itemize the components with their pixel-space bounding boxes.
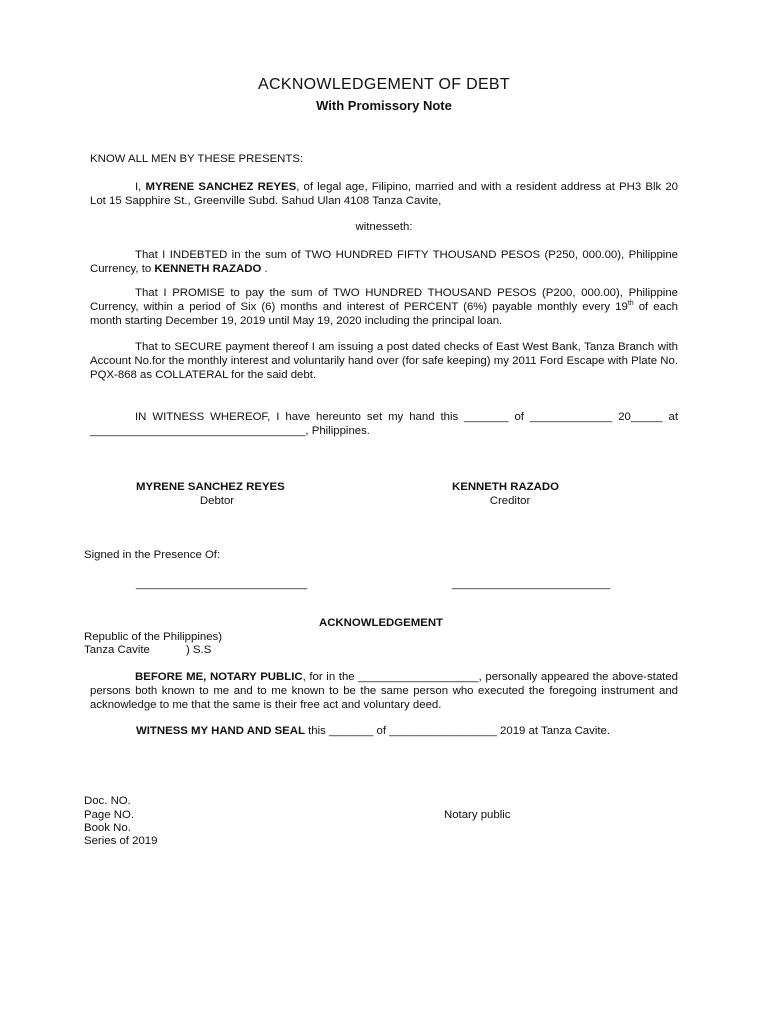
creditor-name: KENNETH RAZADO bbox=[452, 481, 559, 493]
ss-label: ) S.S bbox=[186, 644, 212, 656]
document-subtitle: With Promissory Note bbox=[316, 98, 452, 113]
intro-text: KNOW ALL MEN BY THESE PRESENTS: bbox=[90, 153, 304, 165]
debtor-name: MYRENE SANCHEZ REYES bbox=[136, 481, 285, 493]
paragraph-declarant: I, MYRENE SANCHEZ REYES, of legal age, Filipino, married and with a resident address at PH3 Blk 20 Lot 15 Sapphire St., Greenville Subd. Sahud Ulan 4108 Tanza Cavite, bbox=[90, 181, 678, 207]
witnesseth-text: witnesseth: bbox=[355, 221, 413, 233]
paragraph-security: That to SECURE payment thereof I am issuing a post dated checks of East West Bank, Tanza Branch with Account No.for the monthly interest and voluntarily hand over (for safe keeping) my 2011 Ford Escape with Plate No. PQX-868 as COLLATERAL for the said debt. bbox=[90, 341, 678, 381]
paragraph-notary: BEFORE ME, NOTARY PUBLIC, for in the ___________________, personally appeared the above-stated persons both known to me and to me known to be the same person who executed the foregoing instrument and acknowledge to me that the same is their free act and voluntary deed. bbox=[90, 671, 678, 711]
doc-no-label: Doc. NO. bbox=[84, 795, 131, 807]
series-label: Series of 2019 bbox=[84, 835, 158, 847]
creditor-role: Creditor bbox=[489, 495, 531, 507]
debtor-role: Debtor bbox=[199, 495, 235, 507]
witness-clause-line1: IN WITNESS WHEREOF, I have hereunto set my hand this _______ of _____________ 20_____ at bbox=[135, 411, 678, 423]
declarant-name: MYRENE SANCHEZ REYES bbox=[145, 181, 297, 193]
republic-label: Republic of the Philippines) bbox=[84, 631, 223, 643]
witness-signature-line-left: ___________________________ bbox=[136, 578, 308, 590]
presence-label: Signed in the Presence Of: bbox=[84, 549, 221, 561]
paragraph-indebted: That I INDEBTED in the sum of TWO HUNDRED FIFTY THOUSAND PESOS (P250, 000.00), Philippine Currency, to KENNETH RAZADO . bbox=[90, 249, 678, 275]
acknowledgement-heading: ACKNOWLEDGEMENT bbox=[318, 617, 444, 629]
paragraph-promise: That I PROMISE to pay the sum of TWO HUNDRED THOUSAND PESOS (P200, 000.00), Philippine Currency, within a period of Six (6) months and interest of PERCENT (6%) payable monthly every 19th of each month starting December 19, 2019 until May 19, 2020 including the principal loan. bbox=[90, 287, 678, 327]
book-no-label: Book No. bbox=[84, 822, 131, 834]
page-no-label: Page NO. bbox=[84, 809, 135, 821]
witness-clause-line2: __________________________________, Philippines. bbox=[90, 425, 370, 437]
notary-public-label: Notary public bbox=[444, 809, 511, 821]
document-title: ACKNOWLEDGEMENT OF DEBT bbox=[258, 76, 510, 93]
seal-line: WITNESS MY HAND AND SEAL this _______ of _________________ 2019 at Tanza Cavite. bbox=[136, 725, 611, 737]
venue-label: Tanza Cavite bbox=[84, 644, 150, 656]
witness-signature-line-right: _________________________ bbox=[452, 578, 611, 590]
creditor-name-inline: KENNETH RAZADO bbox=[154, 263, 262, 275]
